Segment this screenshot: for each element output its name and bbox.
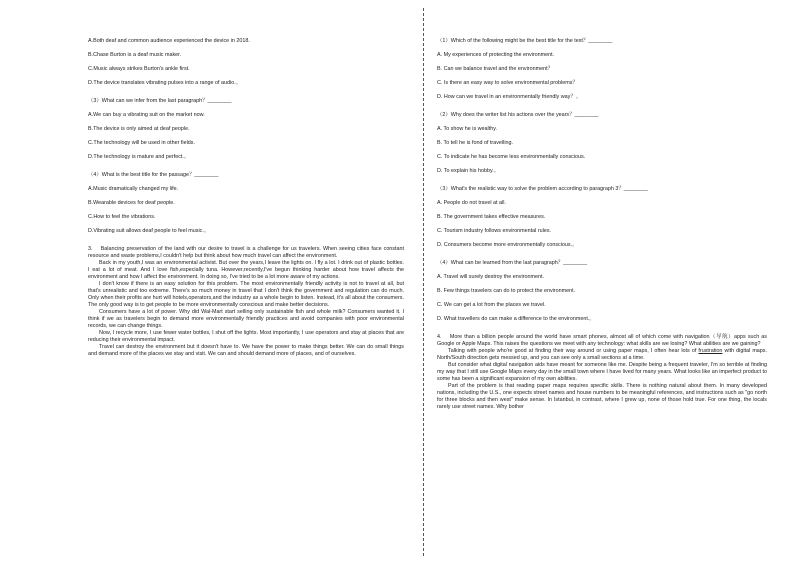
option-c: C. Tourism industry follows environmental rules.	[437, 228, 552, 234]
option-d: D. How can we travel in an environmentally friendly way？。	[437, 94, 582, 100]
passage-4-paragraph: But consider what digital navigation aids have meant for someone like me. Despite being a frequent traveler, I'm so terrible at finding my way that I still use Google Maps every day in the small town where I have lived for many years. What looks like an imperfect product to some has been a significant expansion of my own abilities.	[437, 362, 767, 382]
option-c: C.Music always strikes Burton's ankle first.	[88, 66, 190, 72]
passage-4-paragraph	[437, 348, 767, 362]
option-d: D.The device translates vibrating pulses into a range of audio.。	[88, 80, 242, 86]
option-c: C.The technology will be used in other fields.	[88, 140, 195, 146]
question-2-right: （2）Why does the writer list his actions over the years？________	[437, 112, 599, 118]
option-b: B.The device is only aimed at deaf people.	[88, 126, 190, 132]
underlined-word: frustration	[698, 348, 723, 354]
passage-3-paragraph: Consumers have a lot of power. Why did Wal-Mart start selling only sustainable fish and whole milk? Consumers wanted it. I think if we as travelers begin to demand more environmentally friendly practices and avoid companies with poor environmental records, we can change things.	[88, 309, 404, 329]
option-d: D. To explain his hobby.。	[437, 168, 500, 174]
option-b: B.Wearable devices for deaf people.	[88, 200, 175, 206]
option-c: C. To indicate he has become less environmentally conscious.	[437, 154, 586, 160]
option-a: A. Travel will surely destroy the environment.	[437, 274, 544, 280]
option-d: D.Vibrating suit allows deaf people to feel music.。	[88, 228, 210, 234]
option-a: A. People do not travel at all.	[437, 200, 506, 206]
question-3-right: （3）What's the realistic way to solve the problem according to paragraph 3？________	[437, 186, 648, 192]
question-3-left: （3）What can we infer from the last paragraph？________	[88, 98, 232, 104]
option-c: C. Is there an easy way to solve environmental problems？	[437, 80, 578, 86]
option-d: D. What travellers do can make a difference to the environment.。	[437, 316, 595, 322]
question-1-right: （1）Which of the following might be the best title for the text？________	[437, 38, 613, 44]
passage-3-paragraph: Travel can destroy the environment but it doesn't have to. We have the power to make things better. We can do small things and demand more of the places we stay and visit. We can and should demand more of places, and of ourselves.	[88, 344, 404, 357]
question-4-left: （4）What is the best title for the passage？________	[88, 172, 219, 178]
passage-4-text: with digital maps. North/South direction gets messed up, and you can see only a small sections at a time.	[437, 348, 767, 361]
column-divider	[423, 8, 424, 556]
option-d: D. Consumers become more environmentally conscious.。	[437, 242, 578, 248]
option-c: C.How to feel the vibrations.	[88, 214, 156, 220]
option-a: A.Music dramatically changed my life.	[88, 186, 179, 192]
passage-3-paragraph: I don't know if there is an easy solution for this problem. The most environmentally friendly activity is not to travel at all, but that's unrealistic and too extreme. There's so much money in travel that I don't think the government and regulation can do much. Only when their profits are hurt will hotels,operators,and the industry as a whole begin to listen. Instead, it's all about the consumers. The only good way is to get people to be more environmentally conscious and make better decisions.	[88, 281, 404, 308]
left-column	[88, 38, 404, 358]
option-c: C. We can get a lot from the places we travel.	[437, 302, 546, 308]
option-a: A.Both deaf and common audience experienced the device in 2018.	[88, 38, 250, 44]
option-a: A. My experiences of protecting the environment.	[437, 52, 555, 58]
option-b: B. The government takes effective measures.	[437, 214, 546, 220]
passage-3-paragraph: Back in my youth,I was an environmental activist. But over the years,I leave the lights on. I fly a lot. I drink out of plastic bottles. I eat a lot of meat. And I love fish,especially tuna. However,recently,I've begun thinking harder about how travel affects the environment and how I affect the environment. In doing so, I've tried to be a lot more aware of my actions.	[88, 260, 404, 280]
passage-3-intro: 3. Balancing preservation of the land with our desire to travel is a challenge for us travelers. When seeing cities face constant resource and waste problems,I couldn't help but think about how much travel can affect the environment.	[88, 246, 404, 259]
option-b: B. To tell he is fond of travelling.	[437, 140, 514, 146]
option-a: A.We can buy a vibrating suit on the market now.	[88, 112, 205, 118]
passage-4-text: Talking with people who're good at finding their way around or using paper maps, I often hear lots of	[448, 348, 699, 354]
right-column	[437, 38, 767, 411]
option-b: B.Chase Burton is a deaf music maker.	[88, 52, 182, 58]
question-4-right: （4）What can be learned from the last paragraph？________	[437, 260, 588, 266]
passage-4-intro: 4. More than a billion people around the world have smart phones, almost all of which come with navigation（导航）apps such as Google or Apple Maps. This raises the questions we meet with any technology: what skills are we losing? What abilities are we gaining?	[437, 334, 767, 347]
passage-3-paragraph: Now, I recycle more, I use fewer water bottles, I shut off the lights. Most importantly, I use operators and stay at places that are reducing their environmental impact.	[88, 330, 404, 343]
passage-4-paragraph: Part of the problem is that reading paper maps requires specific skills. There is nothing natural about them. In many developed nations, including the U.S., one expects street names and house numbers to be meaningful references, and instructions such as "go north for three blocks and then west" make sense. In Istanbul, in contrast, where I grew up, none of those hold true. For one thing, the locals rarely use street names. Why bother	[437, 383, 767, 410]
option-b: B. Can we balance travel and the environment？	[437, 66, 553, 72]
option-b: B. Few things travelers can do to protect the environment.	[437, 288, 576, 294]
option-a: A. To show he is wealthy.	[437, 126, 498, 132]
option-d: D.The technology is mature and perfect.。	[88, 154, 190, 160]
